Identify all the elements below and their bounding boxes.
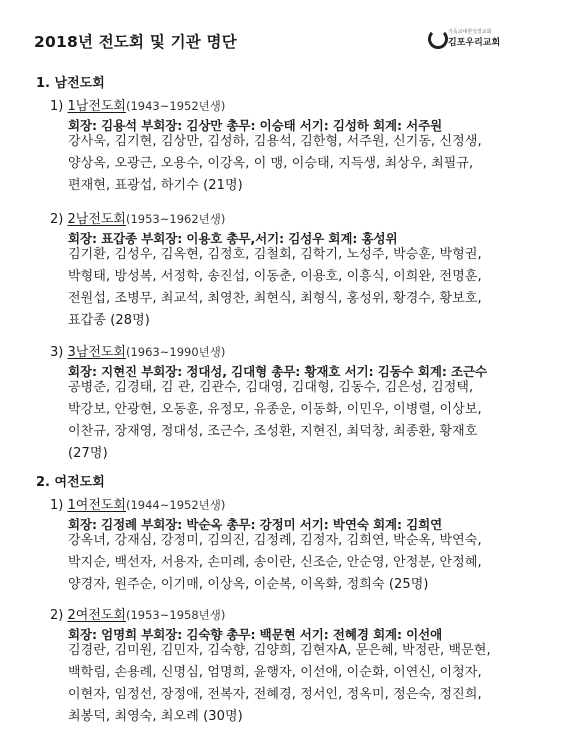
member-line: 양상옥, 오광근, 오용수, 이강옥, 이 맹, 이승태, 지득생, 최상우, 최필규,: [68, 156, 474, 171]
group-index: 1): [50, 99, 64, 114]
group-years: (1953~1962년생): [126, 212, 226, 226]
group-officers: 회장: 지현진 부회장: 정대성, 김대형 총무: 황재호 서기: 김동수 회계: 조근수: [68, 364, 487, 379]
group-name: 2남전도회: [67, 212, 126, 227]
member-line: 전원섭, 조병무, 최교석, 최영찬, 최현식, 최형식, 홍성위, 황경수, 황보호,: [68, 291, 482, 306]
group-officers: 회장: 김정례 부회장: 박순옥 총무: 강정미 서기: 박연숙 회계: 김희연: [68, 517, 443, 532]
section-title: 남전도회: [54, 76, 105, 91]
logo-mark-icon: [428, 29, 448, 49]
group-index: 2): [50, 608, 64, 623]
logo-name: 김포우리교회: [448, 38, 501, 48]
member-line: 강사욱, 김기현, 김상만, 김성하, 김용석, 김한형, 서주원, 신기동, 신정생,: [68, 134, 482, 149]
group-index: 3): [50, 345, 64, 360]
member-list: [68, 131, 563, 197]
member-line: 편재현, 표광섭, 하기수 (21명): [68, 178, 243, 193]
section-title: 여전도회: [54, 475, 105, 490]
group-name: 2여전도회: [67, 608, 126, 623]
church-logo: [428, 27, 538, 53]
group-name: 1남전도회: [67, 99, 126, 114]
member-line: 강옥녀, 강재심, 강정미, 김의진, 김정례, 김정자, 김희연, 박순옥, 박연숙,: [68, 533, 482, 548]
member-line: 이현자, 임정선, 장정애, 전복자, 전혜경, 정서인, 정옥미, 정은숙, 정진희,: [68, 687, 482, 702]
member-list: [68, 640, 563, 728]
member-line: 박강보, 안광현, 오동훈, 유정모, 유종운, 이동화, 이민우, 이병렬, 이상보,: [68, 402, 482, 417]
group-officers: 회장: 표갑종 부회장: 이용호 총무,서기: 김성우 회계: 홍성위: [68, 231, 398, 246]
member-line: 김경란, 김미원, 김민자, 김숙향, 김양희, 김현자A, 문은혜, 박정란, 백문현,: [68, 643, 491, 658]
group-name: 1여전도회: [67, 498, 126, 513]
group-years: (1943~1952년생): [126, 99, 226, 113]
member-line: 표갑종 (28명): [68, 313, 150, 328]
group-heading: [50, 604, 225, 623]
section-heading: [36, 471, 105, 490]
section-number: 2.: [36, 475, 50, 490]
member-line: 공병준, 김경태, 김 관, 김관수, 김대영, 김대형, 김동수, 김은성, 김정택,: [68, 380, 474, 395]
member-line: 박지순, 백선자, 서용자, 손미례, 송이란, 신조순, 안순영, 안정분, 안정혜,: [68, 555, 482, 570]
logo-small-text: 기독교대한성결교회: [448, 29, 492, 35]
group-years: (1953~1958년생): [126, 608, 226, 622]
group-years: (1944~1952년생): [126, 498, 226, 512]
group-index: 1): [50, 498, 64, 513]
member-line: 이찬규, 장재영, 정대성, 조근수, 조성환, 지현진, 최덕창, 최종환, 황재호: [68, 424, 478, 439]
member-line: 양경자, 원주순, 이기매, 이상옥, 이순복, 이옥화, 정희숙 (25명): [68, 577, 429, 592]
member-list: [68, 530, 563, 596]
group-officers: 회장: 엄명희 부회장: 김숙향 총무: 백문현 서기: 전혜경 회계: 이선애: [68, 627, 443, 642]
group-name: 3남전도회: [67, 345, 126, 360]
group-heading: [50, 341, 225, 360]
group-heading: [50, 208, 225, 227]
section-heading: [36, 72, 105, 91]
member-line: 최봉덕, 최영숙, 최오례 (30명): [68, 709, 243, 724]
document-title: 2018년 전도회 및 기관 명단: [34, 33, 237, 51]
group-officers: 회장: 김용석 부회장: 김상만 총무: 이승태 서기: 김성하 회계: 서주원: [68, 118, 443, 133]
member-line: 백학림, 손용례, 신명심, 엄명희, 윤행자, 이선애, 이순화, 이연신, 이청자,: [68, 665, 482, 680]
member-list: [68, 244, 563, 332]
member-line: 박형태, 방성복, 서정학, 송진섭, 이동춘, 이용호, 이흥식, 이희완, 전명훈,: [68, 269, 482, 284]
group-heading: [50, 95, 225, 114]
member-line: (27명): [68, 446, 108, 461]
member-list: [68, 377, 563, 465]
group-index: 2): [50, 212, 64, 227]
member-line: 김기환, 김성우, 김옥현, 김정호, 김철회, 김학기, 노성주, 박승훈, 박형권,: [68, 247, 482, 262]
group-heading: [50, 494, 225, 513]
group-years: (1963~1990년생): [126, 345, 226, 359]
section-number: 1.: [36, 76, 50, 91]
